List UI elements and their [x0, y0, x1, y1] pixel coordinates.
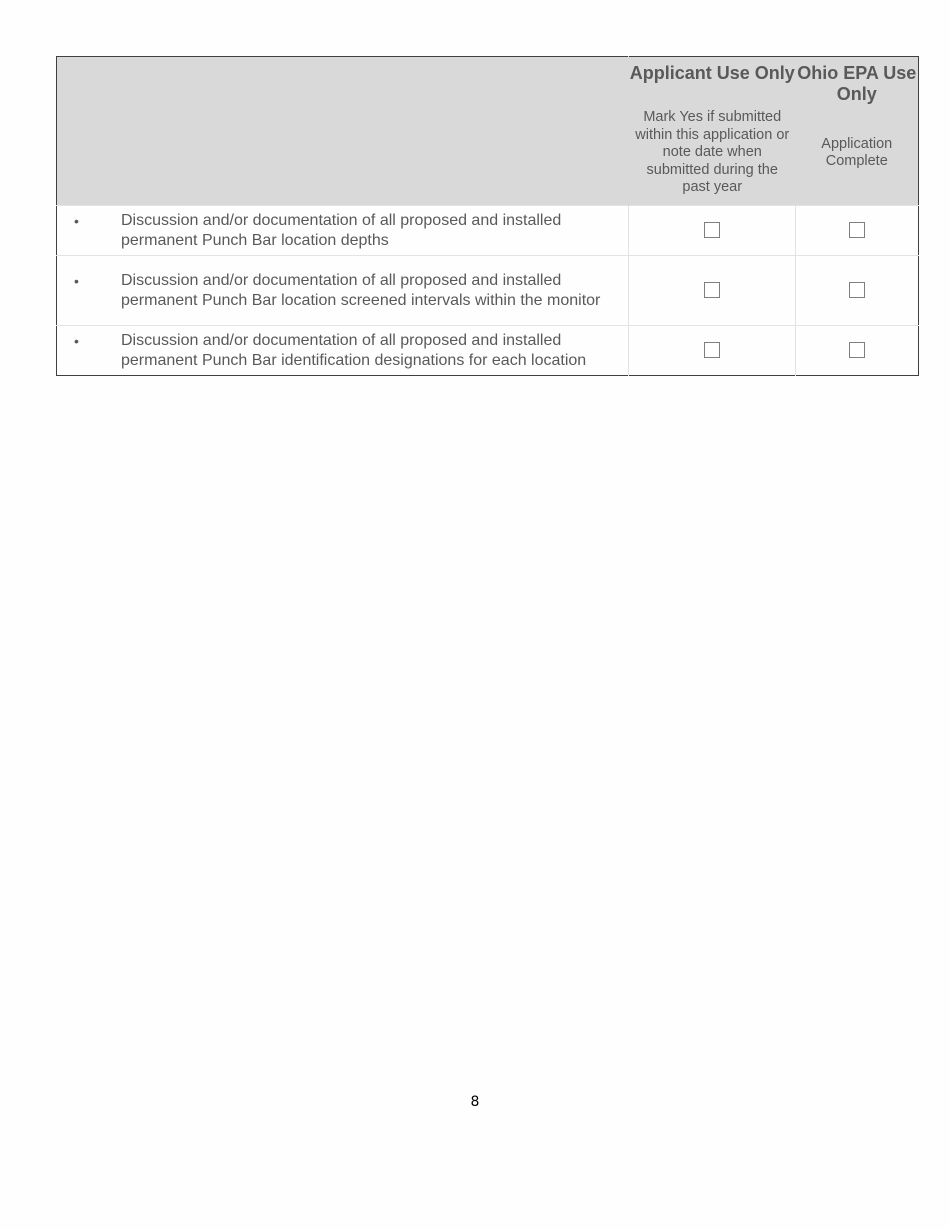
bullet-icon: •	[74, 333, 79, 349]
bullet-icon: •	[74, 213, 79, 229]
item-description: Discussion and/or documentation of all proposed and installed permanent Punch Bar identification designations for each location	[121, 332, 587, 369]
epa-checkbox[interactable]	[849, 342, 865, 358]
table-row	[57, 326, 919, 376]
checklist-table	[56, 56, 919, 376]
applicant-checkbox[interactable]	[704, 222, 720, 238]
epa-checkbox[interactable]	[849, 282, 865, 298]
applicant-use-only-heading: Applicant Use Only	[629, 57, 796, 106]
epa-checkbox[interactable]	[849, 222, 865, 238]
epa-check-cell	[796, 256, 919, 326]
table-row	[57, 206, 919, 256]
applicant-check-cell	[629, 326, 796, 376]
applicant-instructions: Mark Yes if submitted within this application or note date when submitted during the past year	[629, 105, 796, 206]
table-row	[57, 256, 919, 326]
applicant-check-cell	[629, 256, 796, 326]
ohio-epa-use-only-heading: Ohio EPA Use Only	[796, 57, 919, 106]
header-blank-cell	[57, 57, 629, 206]
item-description-cell	[57, 206, 629, 256]
epa-column-subtitle: Application Complete	[796, 105, 919, 206]
header-title-row	[57, 57, 919, 106]
item-description: Discussion and/or documentation of all proposed and installed permanent Punch Bar location depths	[121, 212, 562, 249]
page-number: 8	[470, 1094, 480, 1110]
item-description-cell	[57, 326, 629, 376]
applicant-checkbox[interactable]	[704, 282, 720, 298]
epa-check-cell	[796, 206, 919, 256]
applicant-checkbox[interactable]	[704, 342, 720, 358]
item-description-cell	[57, 256, 629, 326]
item-description: Discussion and/or documentation of all proposed and installed permanent Punch Bar location screened intervals within the monitor	[121, 272, 601, 309]
applicant-check-cell	[629, 206, 796, 256]
epa-check-cell	[796, 326, 919, 376]
bullet-icon: •	[74, 273, 79, 289]
